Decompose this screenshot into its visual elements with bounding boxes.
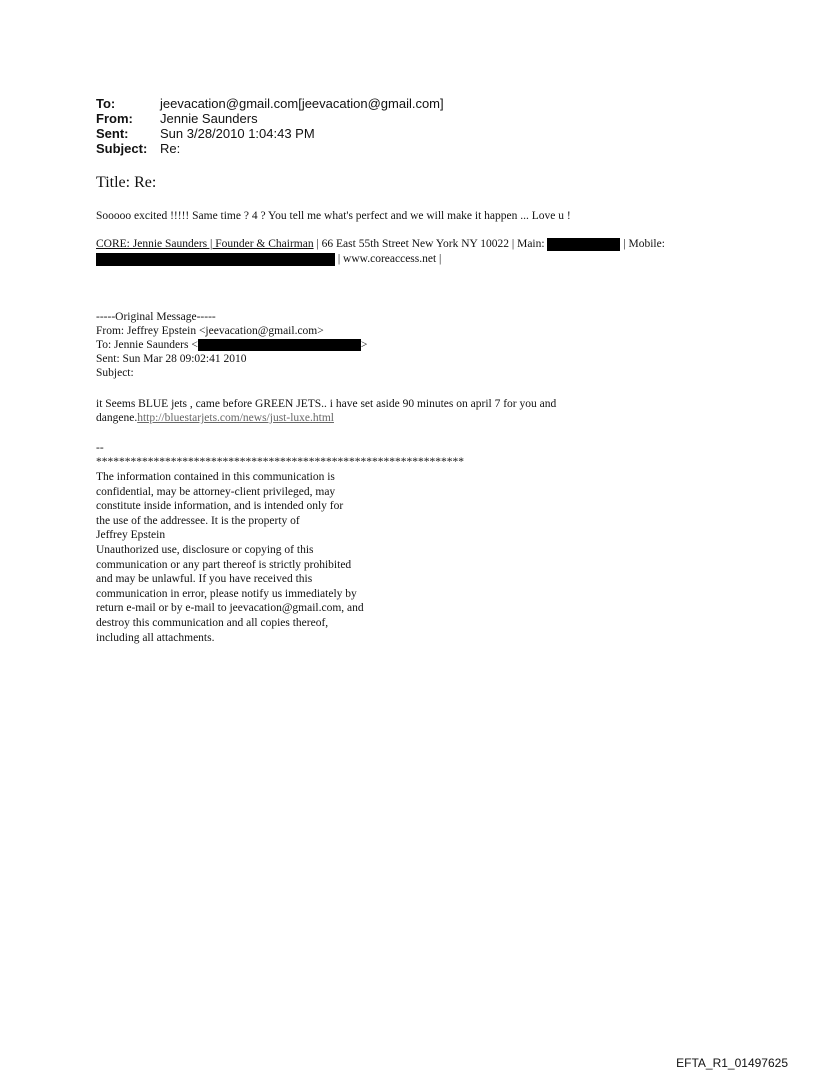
sent-label: Sent: — [96, 126, 129, 141]
subject-row — [96, 141, 444, 156]
subject-value: Re: — [160, 141, 181, 156]
original-from: From: Jeffrey Epstein <jeevacation@gmail.com> — [96, 325, 324, 337]
original-sent: Sent: Sun Mar 28 09:02:41 2010 — [96, 353, 247, 365]
to-value: jeevacation@gmail.com[jeevacation@gmail.com] — [160, 96, 444, 111]
disclaimer-line: Jeffrey Epstein — [96, 529, 166, 542]
original-body-line-1: it Seems BLUE jets , came before GREEN JETS.. i have set aside 90 minutes on april 7 for you and — [96, 398, 557, 410]
disclaimer-line: The information contained in this communication is — [96, 471, 335, 483]
disclaimer-line: constitute inside information, and is intended only for — [96, 500, 344, 513]
email-header — [96, 96, 444, 156]
disclaimer-line: confidential, may be attorney-client privileged, may — [96, 485, 336, 498]
disclaimer-line: Unauthorized use, disclosure or copying of this — [96, 543, 314, 556]
original-separator: -----Original Message----- — [96, 311, 216, 323]
original-body-line-2 — [96, 411, 334, 425]
disclaimer-line: communication in error, please notify us immediately by — [96, 587, 357, 600]
signature-name: CORE: Jennie Saunders | Founder & Chairman — [96, 238, 314, 250]
original-to-prefix: To: Jennie Saunders < — [96, 339, 198, 351]
disclaimer-stars: **************************************************************** — [96, 456, 464, 468]
redaction-box — [547, 238, 620, 251]
document-id: EFTA_R1_01497625 — [676, 1056, 788, 1070]
signature-website: | www.coreaccess.net | — [337, 253, 442, 265]
sent-row — [96, 126, 444, 141]
bluestarjets-link[interactable]: http://bluestarjets.com/news/just-luxe.html — [137, 412, 334, 424]
disclaimer-dash: -- — [96, 442, 104, 454]
signature-line-2 — [96, 252, 441, 266]
disclaimer-line: including all attachments. — [96, 631, 215, 644]
signature-mobile-label: | Mobile: — [620, 238, 665, 250]
original-to — [96, 338, 367, 352]
from-label: From: — [96, 111, 133, 126]
original-subject: Subject: — [96, 367, 134, 379]
original-body-prefix: dangene. — [96, 412, 138, 424]
redaction-box — [96, 253, 335, 266]
disclaimer-text — [96, 470, 364, 645]
to-label: To: — [96, 96, 116, 111]
disclaimer-line: and may be unlawful. If you have received this — [96, 573, 313, 586]
signature-address: | 66 East 55th Street New York NY 10022 | Main: — [313, 238, 548, 250]
subject-label: Subject: — [96, 141, 148, 156]
signature-line-1 — [96, 237, 665, 251]
reply-body: Sooooo excited !!!!! Same time ? 4 ? You tell me what's perfect and we will make it happen ... Love u ! — [96, 210, 571, 222]
from-row — [96, 111, 444, 126]
to-row — [96, 96, 444, 111]
disclaimer-line: the use of the addressee. It is the property of — [96, 514, 300, 527]
disclaimer-line: destroy this communication and all copies thereof, — [96, 616, 329, 629]
disclaimer-line: communication or any part thereof is strictly prohibited — [96, 558, 352, 571]
sent-value: Sun 3/28/2010 1:04:43 PM — [160, 126, 315, 141]
original-to-suffix: > — [360, 339, 368, 351]
disclaimer-line: return e-mail or by e-mail to jeevacation@gmail.com, and — [96, 602, 364, 615]
redaction-box — [198, 339, 361, 351]
from-value: Jennie Saunders — [160, 111, 258, 126]
email-title: Title: Re: — [96, 174, 157, 191]
